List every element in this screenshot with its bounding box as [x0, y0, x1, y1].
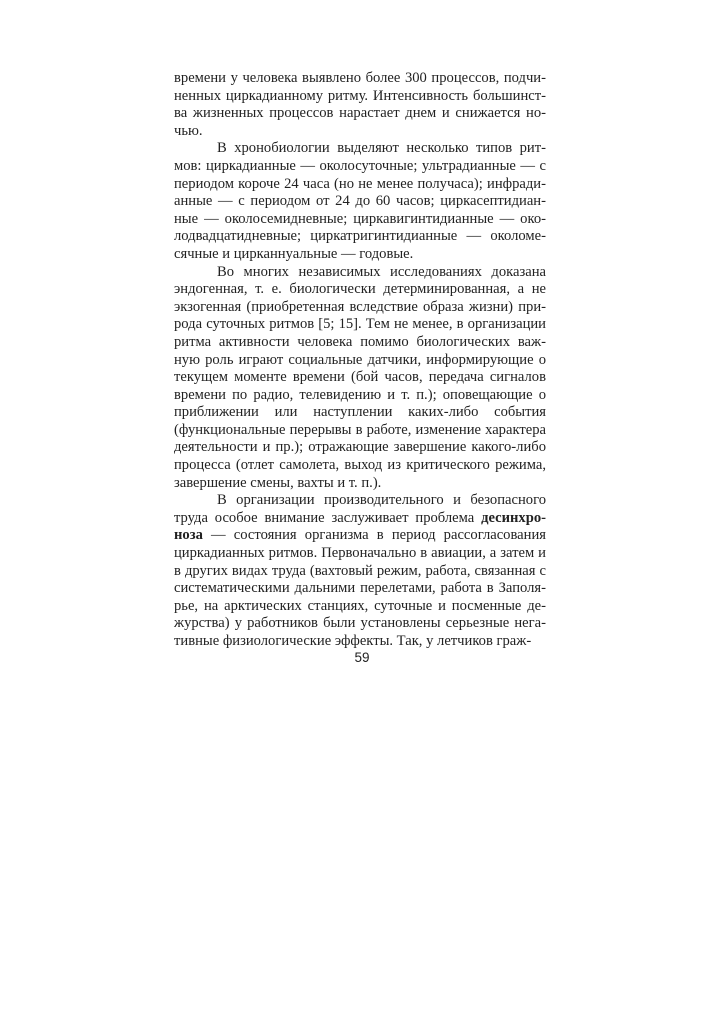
bold-term-desynchronosis: десинхроноза [174, 509, 546, 544]
paragraph-3: Во многих независимых исследованиях доказана эндогенная, т. е. биологически детерминированная, а не экзогенная (приобретенная вследствие образа жизни) природа суточных ритмов [5; 15]. Тем не менее, в организации ритма активности человека помимо биологических важную роль играют социальные датчики, информирующие о текущем моменте времени (бой часов, передача сигналов времени по радио, телевидению и т. п.); оповещающие о приближении или наступлении каких-либо события (функциональные перерывы в работе, изменение характера деятельности и пр.); отражающие завершение какого-либо процесса (отлет самолета, выход из критического режима, завершение смены, вахты и т. п.). [174, 263, 546, 491]
paragraph-4-lead: В организации производительного и безопасного труда особое внимание заслуживает проблема [174, 492, 546, 526]
page-body [174, 70, 546, 651]
paragraph-4 [174, 492, 546, 650]
paragraph-4-rest: — состояния организма в период рассогласования циркадианных ритмов. Первоначально в авиации, а затем и в других видах труда (вахтовый режим, работа, связанная с систематическими дальними перелетами, работа в Заполярье, на арктических станциях, суточные и посменные дежурства) у работников были установлены серьезные негативные физиологические эффекты. Так, у летчиков граж- [174, 527, 546, 649]
page-number: 59 [354, 650, 370, 665]
paragraph-2: В хронобиологии выделяют несколько типов ритмов: циркадианные — околосуточные; ультрадианные — с периодом короче 24 часа (но не менее получаса); инфрадианные — с периодом от 24 до 60 часов; циркасептидианные — околосемидневные; циркавигинтидианные — околодвадцатидневные; циркатригинтидианные — околомесячные и цирканнуальные — годовые. [174, 140, 546, 262]
paragraph-1: времени у человека выявлено более 300 процессов, подчиненных циркадианному ритму. Интенсивность большинства жизненных процессов нарастает днем и снижается ночью. [174, 70, 546, 139]
